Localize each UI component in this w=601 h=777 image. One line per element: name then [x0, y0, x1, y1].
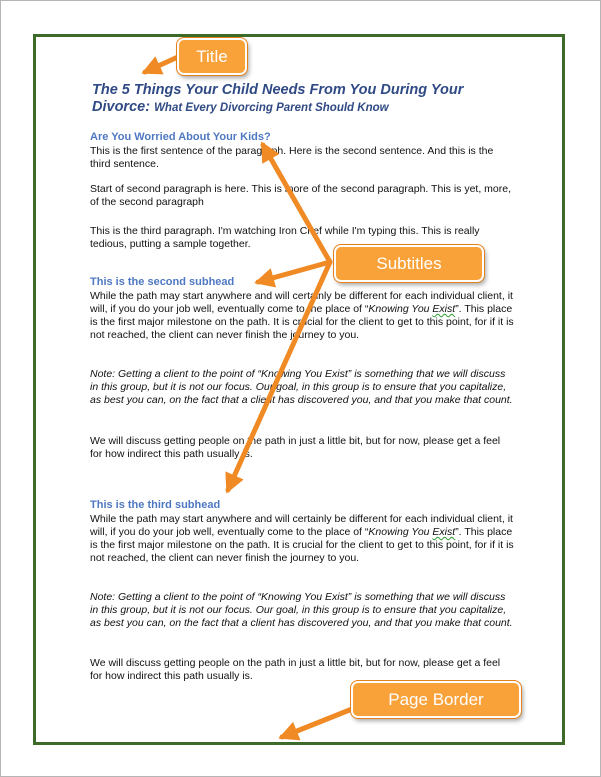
section2-p1-b: This place is the first major milestone on the path. It is crucial for the client to get to this point, for if it is not reached, the client can never finish the journey to you. [90, 303, 514, 342]
title-subtitle: What Every Divorcing Parent Should Know [154, 102, 389, 114]
section3-p1-em-a: Knowing You [368, 526, 433, 539]
section3-paragraph-3: We will discuss getting people on the path in just a little bit, but for now, please get a feel for how indirect this path usually is. [90, 657, 501, 683]
section3-p1-b: This place is the first major milestone on the path. It is crucial for the client to get to this point, for if it is not reached, the client can never finish the journey to you. [90, 526, 514, 565]
section2-p1-em-a: Knowing You [368, 303, 433, 316]
section3-p1-em-b: Exist [432, 526, 456, 539]
subhead-3: This is the third subhead [90, 499, 221, 511]
arrow-to-page-border [282, 705, 362, 737]
arrow-to-subhead-1 [263, 145, 330, 262]
section2-p1-em-c: ”. [455, 303, 462, 316]
callout-title: Title [177, 38, 247, 75]
callout-page-border: Page Border [351, 681, 521, 718]
section1-paragraph-2: Start of second paragraph is here. This is more of the second paragraph. This is yet, more, of the second paragraph [90, 183, 511, 209]
section2-p1-em-b: Exist [432, 303, 456, 316]
arrow-to-subhead-3 [228, 262, 330, 490]
arrow-to-subhead-2 [258, 262, 330, 282]
section2-p1-a: While the path may start anywhere and will certainly be different for each individual client, it will, if you do your job well, eventually come to the place of “ [90, 290, 513, 316]
title-main: The 5 Things Your Child Needs From You During Your Divorce: [92, 82, 464, 115]
subhead-2: This is the second subhead [90, 276, 235, 288]
section3-note: Note: Getting a client to the point of “Knowing You Exist” is something that we will discuss in this group, but it is not our focus. Our goal, in this group is to ensure that you capitalize, as best you can, on the fact that a client has discovered you, and that you make that count. [90, 591, 513, 630]
section1-paragraph-3: This is the third paragraph. I'm watching Iron Chef while I'm typing this. This is really tedious, putting a sample together. [90, 225, 480, 251]
section2-paragraph-3: We will discuss getting people on the path in just a little bit, but for now, please get a feel for how indirect this path usually is. [90, 435, 501, 461]
section3-p1-em-c: ”. [455, 526, 462, 539]
section3-p1-a: While the path may start anywhere and will certainly be different for each individual client, it will, if you do your job well, eventually come to the place of “ [90, 513, 513, 539]
arrow-to-title [145, 56, 180, 72]
section2-note: Note: Getting a client to the point of “Knowing You Exist” is something that we will discuss in this group, but it is not our focus. Our goal, in this group is to ensure that you capitalize, as best you can, on the fact that a client has discovered you, and that you make that count. [90, 368, 513, 407]
subhead-1: Are You Worried About Your Kids? [90, 131, 271, 143]
callout-subtitles: Subtitles [334, 245, 484, 282]
section1-paragraph-1: This is the first sentence of the paragraph. Here is the second sentence. And this is the third sentence. [90, 145, 494, 171]
